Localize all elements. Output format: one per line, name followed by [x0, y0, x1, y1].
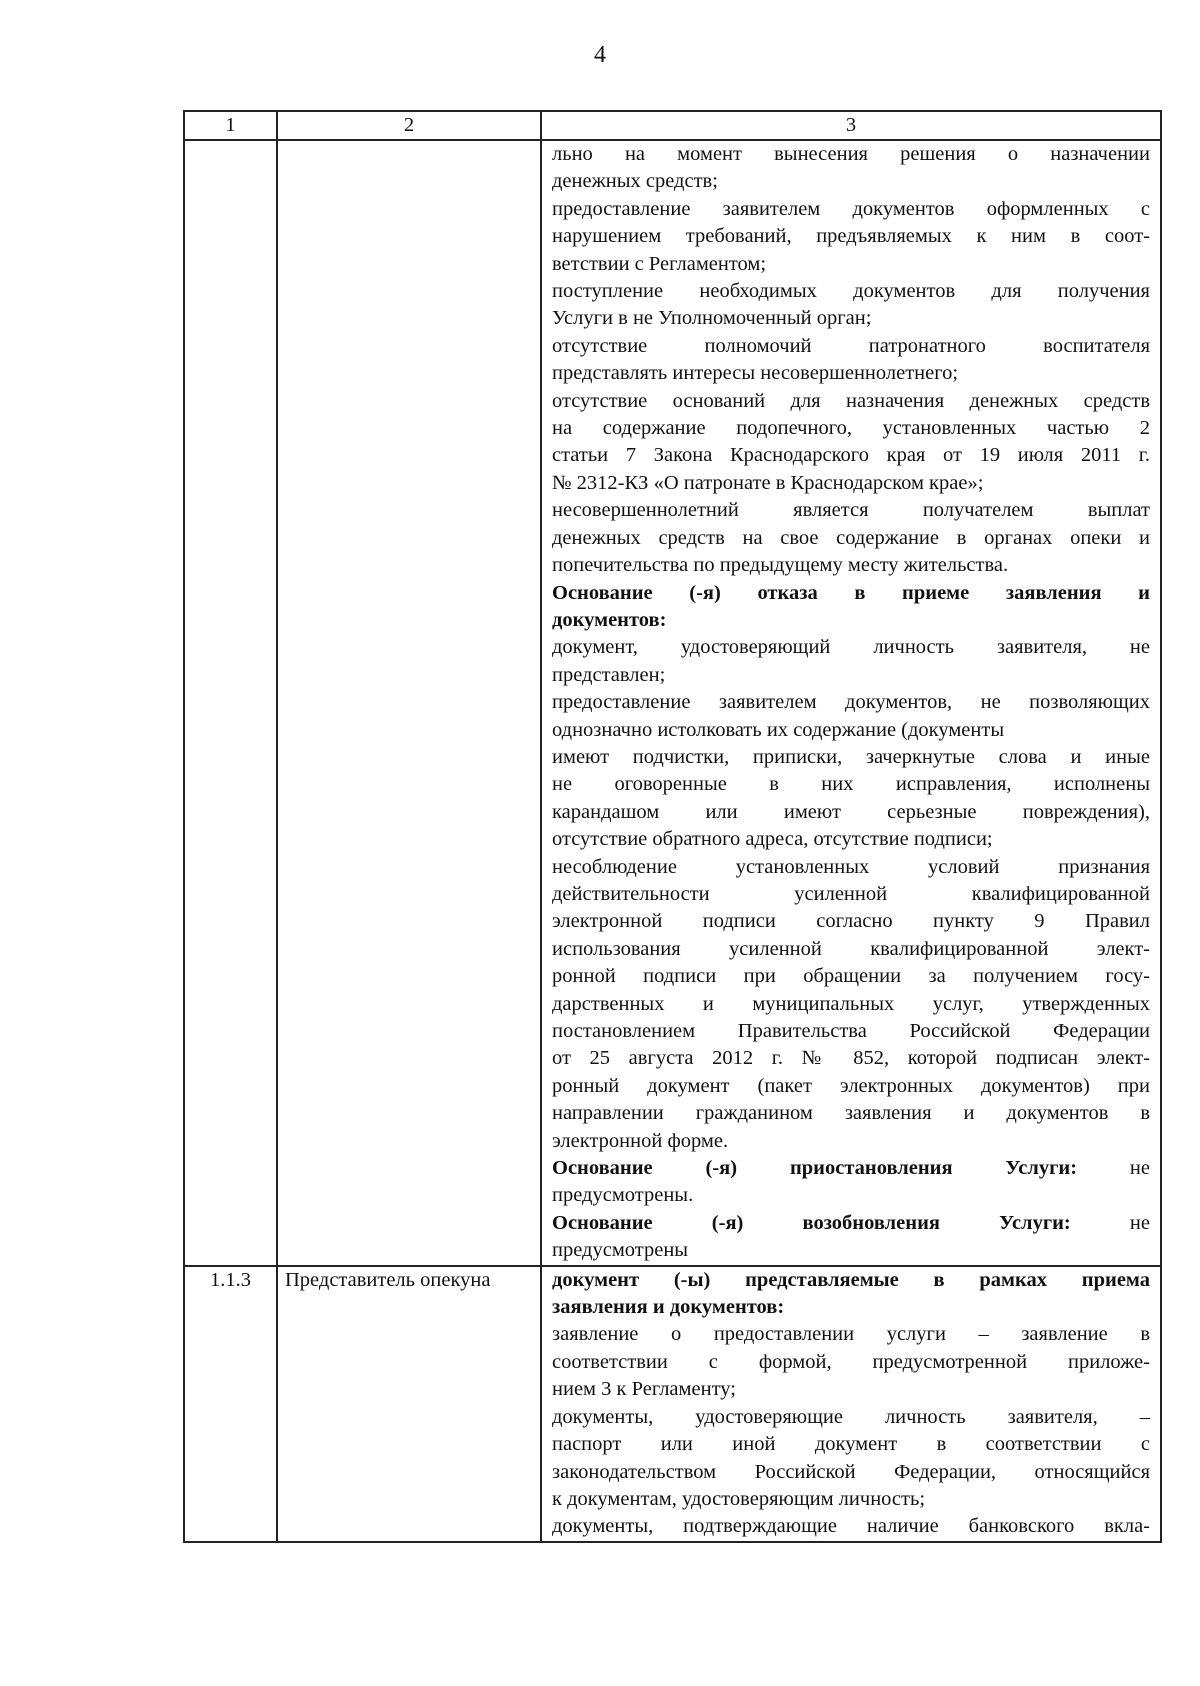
text-line: имеют подчистки, приписки, зачеркнутые слова и иные	[552, 745, 1150, 768]
text-line: на содержание подопечного, установленных частью 2	[552, 417, 1150, 440]
text-line: документы, удостоверяющие личность заявителя, –	[552, 1405, 1150, 1428]
text-line: соответствии с формой, предусмотренной приложе-	[552, 1350, 1150, 1373]
text-line: карандашом или имеют серьезные повреждения),	[552, 800, 1150, 823]
text-line: несовершеннолетний является получателем выплат	[552, 499, 1150, 522]
document-table	[183, 110, 1162, 1543]
text-line: законодательством Российской Федерации, относящийся	[552, 1460, 1150, 1483]
text-line: представлен;	[552, 663, 666, 686]
header-col-3: 3	[541, 111, 1161, 140]
text-line: ронной подписи при обращении за получением госу-	[552, 965, 1150, 988]
table-row	[184, 140, 1161, 1266]
text-line: Основание (-я) отказа в приеме заявления и	[552, 581, 1150, 604]
table-header-row	[184, 111, 1161, 140]
text-line: отсутствие полномочий патронатного воспитателя	[552, 334, 1150, 357]
row1-content-cell	[541, 140, 1161, 1266]
text-line: предоставление заявителем документов оформленных с	[552, 197, 1150, 220]
text-line: нарушением требований, предъявляемых к ним в соот-	[552, 225, 1150, 248]
text-line: несоблюдение установленных условий признания	[552, 855, 1150, 878]
text-line: отсутствие обратного адреса, отсутствие подписи;	[552, 828, 993, 851]
text-line: Основание (-я) возобновления Услуги: не	[552, 1211, 1150, 1234]
text-line: заявление о предоставлении услуги – заявление в	[552, 1323, 1150, 1346]
text-line: Услуги в не Уполномоченный орган;	[552, 307, 872, 330]
text-line: электронной форме.	[552, 1129, 729, 1152]
text-line: денежных средств;	[552, 170, 718, 193]
text-line: документов:	[552, 608, 667, 631]
text-line: поступление необходимых документов для получения	[552, 280, 1150, 303]
text-line: льно на момент вынесения решения о назначении	[552, 143, 1150, 165]
text-line: предусмотрены.	[552, 1184, 694, 1207]
row1-number-cell	[184, 140, 277, 1266]
header-col-1: 1	[184, 111, 277, 140]
text-line: отсутствие оснований для назначения денежных средств	[552, 389, 1150, 412]
text-line: использования усиленной квалифицированной элект-	[552, 937, 1150, 960]
text-line: Основание (-я) приостановления Услуги: не	[552, 1157, 1150, 1180]
row2-subject-cell: Представитель опекуна	[277, 1266, 541, 1542]
text-line: № 2312-КЗ «О патронате в Краснодарском крае»;	[552, 471, 984, 494]
text-line: документы, подтверждающие наличие банковского вкла-	[552, 1515, 1150, 1538]
text-line: предусмотрены	[552, 1239, 689, 1262]
text-line: заявления и документов:	[552, 1296, 785, 1319]
text-line: не оговоренные в них исправления, исполнены	[552, 773, 1150, 796]
text-line: направлении гражданином заявления и документов в	[552, 1102, 1150, 1125]
text-line: от 25 августа 2012 г. № 852, которой подписан элект-	[552, 1047, 1150, 1070]
text-line: документ, удостоверяющий личность заявителя, не	[552, 636, 1150, 659]
row2-number-cell: 1.1.3	[184, 1266, 277, 1542]
text-line: попечительства по предыдущему месту жительства.	[552, 554, 1009, 577]
text-line: однозначно истолковать их содержание (документы	[552, 718, 1005, 741]
text-line: предоставление заявителем документов, не позволяющих	[552, 691, 1150, 714]
text-line: ронный документ (пакет электронных документов) при	[552, 1074, 1150, 1097]
text-line: денежных средств на свое содержание в органах опеки и	[552, 526, 1150, 549]
page-number: 4	[594, 42, 606, 68]
text-line: ветствии с Регламентом;	[552, 252, 767, 275]
row1-subject-cell	[277, 140, 541, 1266]
text-line: действительности усиленной квалифицированной	[552, 882, 1150, 905]
text-line: представлять интересы несовершеннолетнего;	[552, 362, 959, 385]
text-line: электронной подписи согласно пункту 9 Правил	[552, 910, 1150, 933]
text-line: паспорт или иной документ в соответствии с	[552, 1433, 1150, 1456]
row2-content-cell	[541, 1266, 1161, 1542]
text-line: нием 3 к Регламенту;	[552, 1378, 736, 1401]
text-line: дарственных и муниципальных услуг, утвержденных	[552, 992, 1150, 1015]
text-line: постановлением Правительства Российской Федерации	[552, 1020, 1150, 1042]
header-col-2: 2	[277, 111, 541, 140]
table-row	[184, 1266, 1161, 1542]
text-line: статьи 7 Закона Краснодарского края от 19 июля 2011 г.	[552, 444, 1150, 467]
text-line: документ (-ы) представляемые в рамках приема	[552, 1268, 1150, 1291]
text-line: к документам, удостоверяющим личность;	[552, 1487, 926, 1510]
